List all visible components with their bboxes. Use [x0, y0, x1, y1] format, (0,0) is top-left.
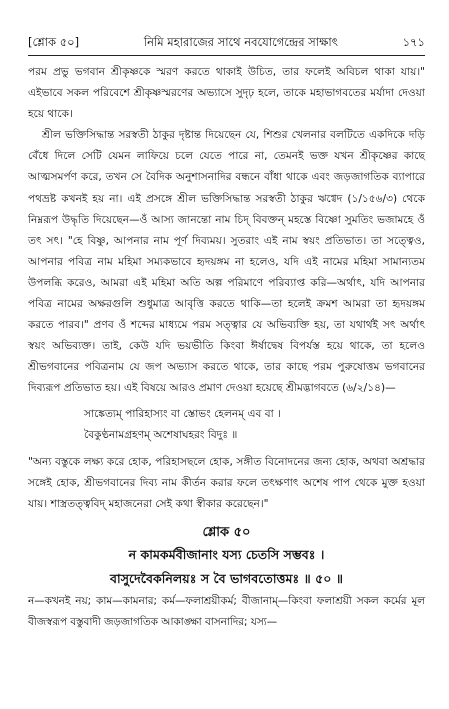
running-header — [28, 34, 425, 54]
verse-line-1: ন কামকর্মবীজানাং যস্য চেতসি সম্ভবঃ । — [128, 546, 325, 562]
quote-line-2: বৈকুণ্ঠনামগ্রহণম্ অশেষাঘহরং বিদুঃ ॥ — [84, 428, 238, 441]
page-number: ১৭১ — [402, 35, 425, 49]
verse-title: শ্লোক ৫০ — [202, 524, 251, 540]
header-rule — [28, 55, 425, 56]
verse-line-2: বাসুদেবৈকনিলয়ঃ স বৈ ভাগবতোত্তমঃ ॥ ৫০ ॥ — [110, 570, 343, 586]
quote-line-1: সাঙ্কেত্যম্ পারিহাস্যং বা স্তোভং হেলনম্ এব বা । — [84, 407, 281, 420]
synonyms-paragraph: ন—কখনই নয়; কাম—কামনার; কর্ম—ফলাশ্রয়ীকর্ম; বীজানাম্—কিংবা ফলাশ্রয়ী সকল কর্মের মূল বীজস্বরূপ বস্তুবাদী জড়জাগতিক আকাঙ্ক্ষা বাসনাদির; যস্য— — [28, 594, 425, 628]
header-verse-ref: [শ্লোক ৫০] — [28, 35, 80, 49]
sanskrit-quote — [84, 404, 425, 446]
header-chapter-title: নিমি মহারাজের সাথে নবযোগেন্দ্রের সাক্ষাৎ — [143, 35, 338, 49]
quote-translation: "অন্য বস্তুকে লক্ষ্য করে হোক, পরিহাসছলে হোক, সঙ্গীত বিনোদনের জন্য হোক, অথবা অশ্রদ্ধার সঙ্গেই হোক, শ্রীভগবানের দিব্য নাম কীর্তন করার ফলে তৎক্ষণাৎ অশেষ পাপ থেকে মুক্ত হওয়া যায়। শাস্ত্রতত্ত্ববিদ্ মহাজনেরা সেই কথা স্বীকার করেছেন।" — [28, 455, 425, 510]
purport-paragraph-2: শ্রীল ভক্তিসিদ্ধান্ত সরস্বতী ঠাকুর দৃষ্টান্ত দিয়েছেন যে, শিশুর খেলনার বলটিতে একদিকে দড়ি বেঁধে দিলে সেটি যেমন লাফিয়ে চলে যেতে পারে না, তেমনই ভক্ত যখন শ্রীকৃষ্ণের কাছে আত্মসমর্পণ করে, তখন সে বৈদিক অনুশাসনাদির বন্ধনে বাঁধা থাকে এবং জড়জাগতিক ব্যাপারে পথভ্রষ্ট কখনই হয় না। এই প্রসঙ্গে শ্রীল ভক্তিসিদ্ধান্ত সরস্বতী ঠাকুর ঋগ্বেদ (১/১৫৬/৩) থেকে নিম্নরূপ উদ্ধৃতি দিয়েছেন—ওঁ আস্য জানন্তো নাম চিদ্ বিবক্তন্ মহস্তে বিষ্ণো সুমতিং ভজামহে ওঁ তৎ সৎ। "হে বিষ্ণু, আপনার নাম পূর্ণ দিব্যময়। সুতরাং এই নাম স্বয়ং প্রতিভাত। তা সত্ত্বেও, আপনার পবিত্র নাম মহিমা সম্যকভাবে হৃদয়ঙ্গম না হলেও, যদি এই নামের মহিমা সামান্যতম উপলব্ধি করেও, আমরা এই মহিমা অতি অল্প পরিমাণে পরিব্যাপ্ত করি—অর্থাৎ, যদি আপনার পবিত্র নামের অক্ষরগুলি শুধুমাত্র আবৃত্তি করতে থাকি—তা হলেই ক্রমশ আমরা তা হৃদয়ঙ্গম করতে পারব।" প্রণব ওঁ শব্দের মাধ্যমে পরম সত্ত্বার যে অভিব্যক্তি হয়, তা যথার্থই সৎ অর্থাৎ স্বয়ং অভিব্যক্ত। তাই, কেউ যদি ভয়ভীতি কিংবা ঈর্ষাদ্বেষ বিপর্যস্ত হয়ে থাকে, তা হলেও শ্রীভগবানের পবিত্রনাম যে জপ অভ্যাস করতে থাকে, তার কাছে পরম পুরুষোত্তম ভগবানের দিব্যরূপ প্রতিভাত হয়। এই বিষয়ে আরও প্রমাণ দেওয়া হয়েছে শ্রীমদ্ভাগবতে (৬/২/১৪)— — [28, 129, 425, 395]
purport-paragraph-1: পরম প্রভু ভগবান শ্রীকৃষ্ণকে স্মরণ করতে থাকাই উচিত, তার ফলেই অবিচল থাকা যায়।" এইভাবে সকল পরিবেশে শ্রীকৃষ্ণস্মরণের অভ্যাসে সুদৃঢ় হলে, তাকে মহাভাগবতের মর্যাদা দেওয়া হয়ে থাকে। — [28, 66, 425, 121]
page-body — [28, 62, 425, 633]
